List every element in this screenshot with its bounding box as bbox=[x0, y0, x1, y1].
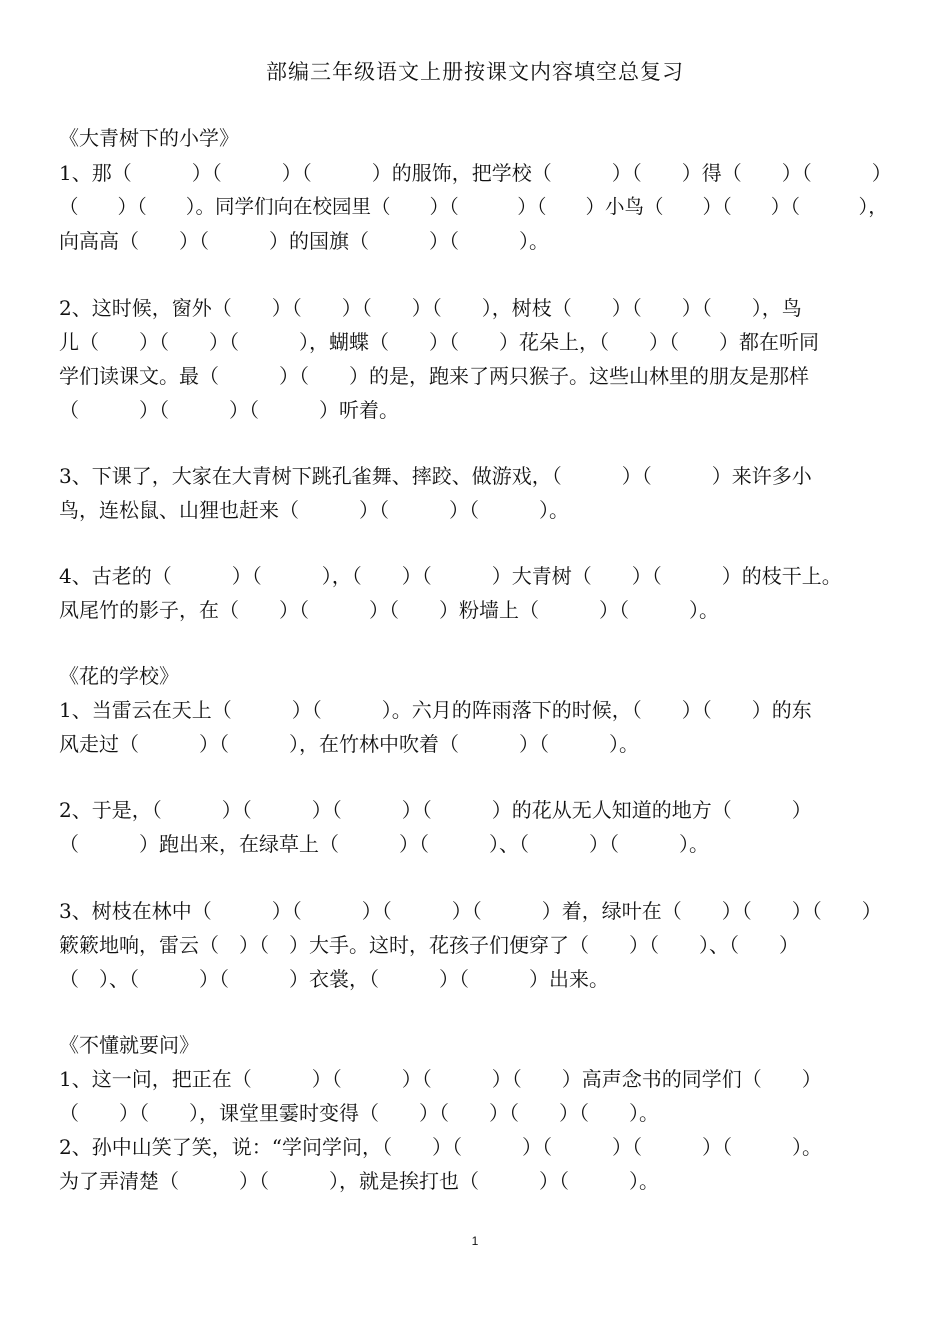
exercise-line: 为了弄清楚（ ）（ ），就是挨打也（ ）（ ）。 bbox=[59, 1169, 659, 1193]
exercise-line: 2、这时候，窗外（ ）（ ）（ ）（ ），树枝（ ）（ ）（ ），鸟 bbox=[59, 296, 802, 320]
exercise-line: 凤尾竹的影子，在（ ）（ ）（ ）粉墙上（ ）（ ）。 bbox=[59, 598, 719, 622]
exercise-line: 2、于是，（ ）（ ）（ ）（ ）的花从无人知道的地方（ ） bbox=[59, 798, 812, 822]
exercise-line: （ ）（ ）（ ）听着。 bbox=[59, 398, 399, 422]
exercise-line: 儿（ ）（ ）（ ），蝴蝶（ ）（ ）花朵上，（ ）（ ）都在听同 bbox=[59, 330, 819, 354]
exercise-line: 簌簌地响，雷云（ ）（ ）大手。这时，花孩子们便穿了（ ）（ ）、（ ） bbox=[59, 933, 799, 957]
exercise-line: 鸟，连松鼠、山狸也赶来（ ）（ ）（ ）。 bbox=[59, 498, 569, 522]
exercise-line: 4、古老的（ ）（ ），（ ）（ ）大青树（ ）（ ）的枝干上。 bbox=[59, 564, 842, 588]
exercise-line: 3、树枝在林中（ ）（ ）（ ）（ ）着，绿叶在（ ）（ ）（ ） bbox=[59, 899, 882, 923]
exercise-line: （ ）跑出来，在绿草上（ ）（ ）、（ ）（ ）。 bbox=[59, 832, 709, 856]
exercise-line: 1、那（ ）（ ）（ ）的服饰，把学校（ ）（ ）得（ ）（ ） bbox=[59, 161, 892, 185]
page-number: 1 bbox=[471, 1234, 479, 1248]
exercise-line: 向高高（ ）（ ）的国旗（ ）（ ）。 bbox=[59, 229, 549, 253]
exercise-line: 1、当雷云在天上（ ）（ ）。六月的阵雨落下的时候，（ ）（ ）的东 bbox=[59, 698, 812, 722]
section-heading: 《不懂就要问》 bbox=[59, 1033, 199, 1057]
exercise-line: （ ）（ ），课堂里霎时变得（ ）（ ）（ ）（ ）。 bbox=[59, 1101, 659, 1125]
section-heading: 《花的学校》 bbox=[59, 664, 179, 688]
document-title: 部编三年级语文上册按课文内容填空总复习 bbox=[266, 60, 684, 84]
exercise-line: （ ）、（ ）（ ）衣裳，（ ）（ ）出来。 bbox=[59, 967, 609, 991]
exercise-line: 3、下课了，大家在大青树下跳孔雀舞、摔跤、做游戏，（ ）（ ）来许多小 bbox=[59, 464, 812, 488]
exercise-line: （ ）（ ）。同学们向在校园里（ ）（ ）（ ）小鸟（ ）（ ）（ ）， bbox=[59, 195, 888, 218]
exercise-line: 1、这一问，把正在（ ）（ ）（ ）（ ）高声念书的同学们（ ） bbox=[59, 1067, 822, 1091]
exercise-line: 风走过（ ）（ ），在竹林中吹着（ ）（ ）。 bbox=[59, 732, 639, 756]
exercise-line: 学们读课文。最（ ）（ ）的是，跑来了两只猴子。这些山林里的朋友是那样 bbox=[59, 364, 809, 388]
exercise-line: 2、孙中山笑了笑，说：“学问学问，（ ）（ ）（ ）（ ）（ ）。 bbox=[59, 1135, 822, 1159]
section-heading: 《大青树下的小学》 bbox=[59, 126, 239, 150]
